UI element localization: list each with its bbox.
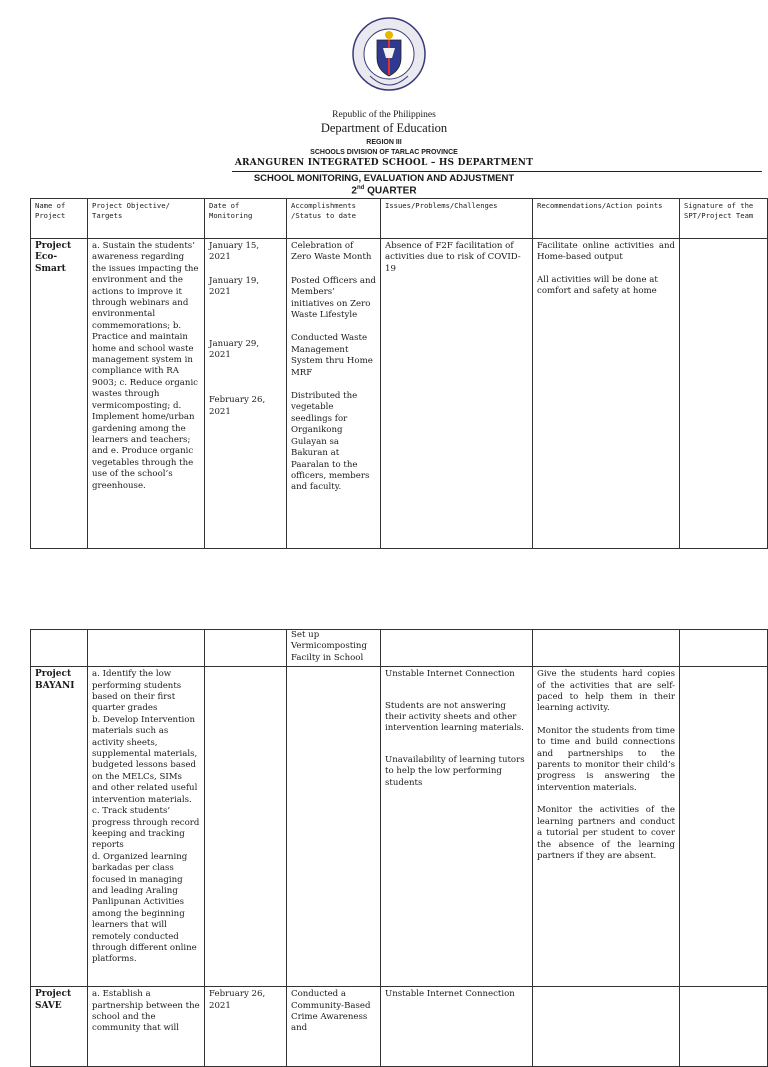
- empty-cell: [533, 630, 680, 667]
- monitoring-table-1: [30, 198, 768, 549]
- col-date-header: Date of Monitoring: [205, 199, 287, 239]
- table-row: [31, 239, 768, 549]
- empty-cell: [88, 630, 205, 667]
- col-recommendations-header: Recommendations/Action points: [533, 199, 680, 239]
- issues: Absence of F2F facilitation of activities due to risk of COVID-19: [381, 239, 533, 549]
- signature-cell: [680, 667, 768, 987]
- empty-cell: [381, 630, 533, 667]
- document-title: SCHOOL MONITORING, EVALUATION AND ADJUSTMENT: [253, 173, 515, 184]
- project-name: Project BAYANI: [31, 667, 88, 987]
- table-row: [31, 987, 768, 1067]
- school-name: ARANGUREN INTEGRATED SCHOOL – HS DEPARTMENT: [234, 158, 534, 168]
- region-line: REGION III: [366, 139, 402, 146]
- deped-seal-logo: [352, 14, 426, 100]
- signature-cell: [680, 630, 768, 667]
- project-name: Project SAVE: [31, 987, 88, 1067]
- monitoring-dates: January 15, 2021 January 19, 2021 January 29, 2021 February 26, 2021: [205, 239, 287, 549]
- monitoring-date: February 26, 2021: [205, 987, 287, 1067]
- department-name: Department of Education: [320, 121, 448, 135]
- project-objective: a. Identify the low performing students based on their first quarter grades b. Develop Intervention materials such as activity sheets, supplemental materials, budgeted lessons based on the MELCs, SIMs and other related useful intervention materials. c. Track students’ progress through record keeping and tracking reports d. Organized learning barkadas per class focused in managing and leading Araling Panlipunan Activities among the beginning learners that will remotely conducted through different online platforms.: [88, 667, 205, 987]
- recommendations: [533, 987, 680, 1067]
- accomplishments: Conducted a Community-Based Crime Awareness and: [287, 987, 381, 1067]
- col-objective-header: Project Objective/ Targets: [88, 199, 205, 239]
- empty-cell: [205, 630, 287, 667]
- table-row: [31, 630, 768, 667]
- empty-cell: [31, 630, 88, 667]
- header-rule: [232, 171, 762, 172]
- continued-accomplishment: Set up Vermicomposting Facilty in School: [287, 630, 381, 667]
- project-objective: a. Establish a partnership between the school and the community that will: [88, 987, 205, 1067]
- quarter-label: 2nd QUARTER: [351, 185, 417, 197]
- col-accomplishment-header: Accomplishments /Status to date: [287, 199, 381, 239]
- signature-cell: [680, 239, 768, 549]
- recommendations: Give the students hard copies of the activities that are self-paced to help them in their learning activity. Monitor the students from time to time and build connections and partnerships to the parents to monitor their child’s progress is answering the intervention materials. Monitor the activities of the learning partners and conduct a tutorial per student to cover the absence of the learning partners if they are absent.: [533, 667, 680, 987]
- project-objective: a. Sustain the students’ awareness regarding the issues impacting the environment and the actions to improve it through webinars and environmental commemorations; b. Practice and maintain home and school waste management system in compliance with RA 9003; c. Reduce organic wastes through vermicomposting; d. Implement home/urban gardening among the learners and teachers; and e. Produce organic vegetables through the use of the school’s greenhouse.: [88, 239, 205, 549]
- recommendations: Facilitate online activities and Home-based output All activities will be done at comfort and safety at home: [533, 239, 680, 549]
- accomplishments: Celebration of Zero Waste Month Posted Officers and Members’ initiatives on Zero Waste Lifestyle Conducted Waste Management System thru Home MRF Distributed the vegetable seedlings for Organikong Gulayan sa Bakuran at Paaralan to the officers, members and faculty.: [287, 239, 381, 549]
- project-name: Project Eco-Smart: [31, 239, 88, 549]
- signature-cell: [680, 987, 768, 1067]
- col-signature-header: Signature of the SPT/Project Team: [680, 199, 768, 239]
- col-name-header: Name of Project: [31, 199, 88, 239]
- division-line: SCHOOLS DIVISION OF TARLAC PROVINCE: [310, 149, 458, 156]
- issues: Unstable Internet Connection Students are not answering their activity sheets and other intervention learning materials. Unavailability of learning tutors to help the low performing students: [381, 667, 533, 987]
- col-issues-header: Issues/Problems/Challenges: [381, 199, 533, 239]
- table-header-row: [31, 199, 768, 239]
- accomplishments: [287, 667, 381, 987]
- issues: Unstable Internet Connection: [381, 987, 533, 1067]
- republic-line: Republic of the Philippines: [332, 110, 436, 120]
- table-row: [31, 667, 768, 987]
- monitoring-dates: [205, 667, 287, 987]
- monitoring-table-2: [30, 629, 768, 1067]
